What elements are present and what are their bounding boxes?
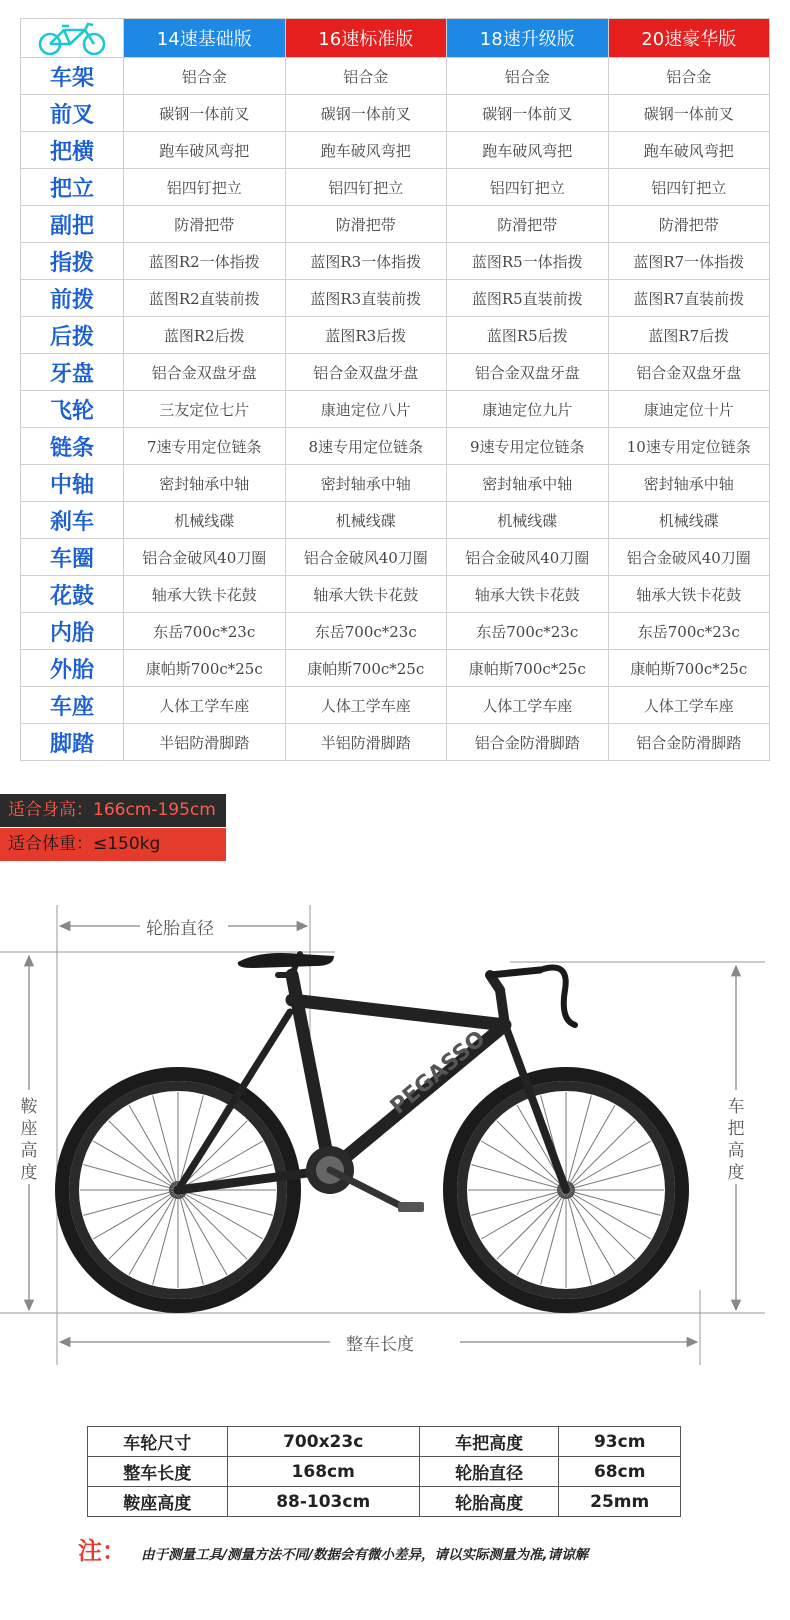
measurement-key: 车把高度 [419, 1427, 559, 1457]
measurement-value: 25mm [559, 1487, 681, 1517]
fit-height-badge: 适合身高：166cm-195cm [0, 794, 226, 827]
spec-cell: 9速专用定位链条 [447, 428, 609, 465]
spec-cell: 铝合金破风40刀圈 [608, 539, 770, 576]
spec-row [21, 280, 770, 317]
spec-row [21, 58, 770, 95]
spec-cell: 铝四钉把立 [608, 169, 770, 206]
measurement-row [88, 1457, 681, 1487]
spec-cell: 康帕斯700c*25c [447, 650, 609, 687]
spec-cell: 康帕斯700c*25c [124, 650, 286, 687]
spec-cell: 蓝图R3后拨 [285, 317, 447, 354]
spec-cell: 7速专用定位链条 [124, 428, 286, 465]
spec-cell: 半铝防滑脚踏 [285, 724, 447, 761]
spec-row [21, 650, 770, 687]
spec-row-label: 牙盘 [21, 354, 124, 391]
measurement-row [88, 1487, 681, 1517]
spec-cell: 铝四钉把立 [124, 169, 286, 206]
spec-cell: 东岳700c*23c [447, 613, 609, 650]
spec-cell: 机械线碟 [608, 502, 770, 539]
spec-table [20, 18, 770, 761]
spec-cell: 铝合金 [124, 58, 286, 95]
spec-row-label: 把立 [21, 169, 124, 206]
spec-cell: 蓝图R3直装前拨 [285, 280, 447, 317]
spec-cell: 跑车破风弯把 [124, 132, 286, 169]
spec-cell: 康迪定位九片 [447, 391, 609, 428]
spec-row [21, 724, 770, 761]
spec-row-label: 中轴 [21, 465, 124, 502]
spec-cell: 密封轴承中轴 [447, 465, 609, 502]
spec-cell: 铝四钉把立 [447, 169, 609, 206]
measurement-key: 轮胎高度 [419, 1487, 559, 1517]
spec-cell: 半铝防滑脚踏 [124, 724, 286, 761]
spec-row [21, 576, 770, 613]
spec-row [21, 243, 770, 280]
dimension-diagram [0, 880, 790, 1400]
spec-row-label: 前拨 [21, 280, 124, 317]
spec-cell: 轴承大铁卡花鼓 [447, 576, 609, 613]
spec-cell: 机械线碟 [447, 502, 609, 539]
spec-row [21, 539, 770, 576]
crankset [306, 1146, 424, 1212]
spec-cell: 东岳700c*23c [124, 613, 286, 650]
spec-cell: 铝合金双盘牙盘 [608, 354, 770, 391]
spec-cell: 碳钢一体前叉 [124, 95, 286, 132]
spec-body [21, 58, 770, 761]
spec-row-label: 后拨 [21, 317, 124, 354]
spec-cell: 蓝图R5直装前拨 [447, 280, 609, 317]
spec-cell: 机械线碟 [124, 502, 286, 539]
note-label: 注： [78, 1537, 126, 1565]
spec-row [21, 317, 770, 354]
spec-row-label: 链条 [21, 428, 124, 465]
spec-cell: 8速专用定位链条 [285, 428, 447, 465]
spec-cell: 蓝图R2一体指拨 [124, 243, 286, 280]
bicycle-illustration [0, 880, 790, 1400]
spec-row-label: 脚踏 [21, 724, 124, 761]
spec-cell: 蓝图R7后拨 [608, 317, 770, 354]
logo-cell [21, 19, 124, 58]
spec-cell: 铝合金双盘牙盘 [285, 354, 447, 391]
spec-cell: 跑车破风弯把 [608, 132, 770, 169]
spec-row-label: 车圈 [21, 539, 124, 576]
spec-row-label: 刹车 [21, 502, 124, 539]
spec-row-label: 外胎 [21, 650, 124, 687]
spec-cell: 人体工学车座 [124, 687, 286, 724]
front-fork [505, 1025, 566, 1190]
saddle [238, 953, 334, 968]
spec-cell: 铝合金双盘牙盘 [447, 354, 609, 391]
spec-row-label: 车座 [21, 687, 124, 724]
spec-cell: 蓝图R7一体指拨 [608, 243, 770, 280]
spec-row [21, 132, 770, 169]
tire-diameter-label: 轮胎直径 [140, 914, 220, 939]
spec-cell: 机械线碟 [285, 502, 447, 539]
spec-row-label: 副把 [21, 206, 124, 243]
measurement-key: 整车长度 [88, 1457, 228, 1487]
handlebar-height-label: 车把高度 [727, 1097, 745, 1183]
measurement-value: 93cm [559, 1427, 681, 1457]
spec-cell: 蓝图R5一体指拨 [447, 243, 609, 280]
disclaimer-note [78, 1531, 778, 1566]
spec-cell: 防滑把带 [447, 206, 609, 243]
spec-row-label: 飞轮 [21, 391, 124, 428]
spec-cell: 蓝图R7直装前拨 [608, 280, 770, 317]
spec-cell: 蓝图R5后拨 [447, 317, 609, 354]
spec-cell: 碳钢一体前叉 [285, 95, 447, 132]
version-header-18: 18速升级版 [447, 19, 609, 58]
spec-row [21, 687, 770, 724]
spec-cell: 铝合金 [285, 58, 447, 95]
spec-cell: 人体工学车座 [285, 687, 447, 724]
measurement-value: 68cm [559, 1457, 681, 1487]
spec-cell: 蓝图R2直装前拨 [124, 280, 286, 317]
spec-cell: 铝四钉把立 [285, 169, 447, 206]
spec-cell: 蓝图R3一体指拨 [285, 243, 447, 280]
measurement-table [87, 1426, 681, 1517]
spec-cell: 密封轴承中轴 [124, 465, 286, 502]
measurement-value: 168cm [227, 1457, 419, 1487]
spec-row [21, 613, 770, 650]
measurement-key: 轮胎直径 [419, 1457, 559, 1487]
spec-cell: 碳钢一体前叉 [608, 95, 770, 132]
spec-cell: 防滑把带 [124, 206, 286, 243]
spec-row [21, 391, 770, 428]
spec-cell: 防滑把带 [608, 206, 770, 243]
spec-cell: 轴承大铁卡花鼓 [608, 576, 770, 613]
version-header-16: 16速标准版 [285, 19, 447, 58]
spec-cell: 碳钢一体前叉 [447, 95, 609, 132]
spec-cell: 跑车破风弯把 [447, 132, 609, 169]
spec-cell: 铝合金 [447, 58, 609, 95]
spec-cell: 康迪定位八片 [285, 391, 447, 428]
spec-cell: 10速专用定位链条 [608, 428, 770, 465]
measurement-key: 车轮尺寸 [88, 1427, 228, 1457]
measurement-value: 88-103cm [227, 1487, 419, 1517]
spec-cell: 跑车破风弯把 [285, 132, 447, 169]
spec-cell: 康帕斯700c*25c [608, 650, 770, 687]
bicycle-icon [33, 20, 111, 56]
spec-cell: 轴承大铁卡花鼓 [124, 576, 286, 613]
spec-row [21, 465, 770, 502]
spec-cell: 铝合金双盘牙盘 [124, 354, 286, 391]
spec-row [21, 502, 770, 539]
spec-row [21, 169, 770, 206]
spec-row [21, 354, 770, 391]
spec-cell: 密封轴承中轴 [608, 465, 770, 502]
measurement-body [88, 1427, 681, 1517]
spec-row-label: 花鼓 [21, 576, 124, 613]
spec-cell: 铝合金防滑脚踏 [447, 724, 609, 761]
brand-decal: PEGASSO [385, 1026, 491, 1120]
spec-cell: 三友定位七片 [124, 391, 286, 428]
spec-row [21, 95, 770, 132]
spec-row-label: 把横 [21, 132, 124, 169]
saddle-height-label: 鞍座高度 [20, 1097, 38, 1183]
spec-cell: 东岳700c*23c [608, 613, 770, 650]
version-header-14: 14速基础版 [124, 19, 286, 58]
measurement-key: 鞍座高度 [88, 1487, 228, 1517]
spec-row-label: 车架 [21, 58, 124, 95]
spec-cell: 防滑把带 [285, 206, 447, 243]
spec-cell: 密封轴承中轴 [285, 465, 447, 502]
spec-cell: 人体工学车座 [608, 687, 770, 724]
spec-cell: 铝合金 [608, 58, 770, 95]
spec-cell: 铝合金破风40刀圈 [285, 539, 447, 576]
spec-cell: 东岳700c*23c [285, 613, 447, 650]
spec-cell: 铝合金破风40刀圈 [124, 539, 286, 576]
spec-row [21, 428, 770, 465]
spec-row-label: 内胎 [21, 613, 124, 650]
spec-cell: 铝合金破风40刀圈 [447, 539, 609, 576]
spec-cell: 轴承大铁卡花鼓 [285, 576, 447, 613]
note-text: 由于测量工具/测量方法不同/数据会有微小差异，请以实际测量为准,请谅解 [141, 1547, 589, 1563]
spec-row-label: 前叉 [21, 95, 124, 132]
spec-row-label: 指拨 [21, 243, 124, 280]
spec-row [21, 206, 770, 243]
version-header-20: 20速豪华版 [608, 19, 770, 58]
spec-cell: 铝合金防滑脚踏 [608, 724, 770, 761]
fit-weight-badge: 适合体重：≤150kg [0, 828, 226, 861]
spec-cell: 康帕斯700c*25c [285, 650, 447, 687]
spec-header-row [21, 19, 770, 58]
measurement-value: 700x23c [227, 1427, 419, 1457]
total-length-label: 整车长度 [340, 1330, 420, 1355]
spec-cell: 蓝图R2后拨 [124, 317, 286, 354]
measurement-row [88, 1427, 681, 1457]
spec-cell: 康迪定位十片 [608, 391, 770, 428]
spec-cell: 人体工学车座 [447, 687, 609, 724]
